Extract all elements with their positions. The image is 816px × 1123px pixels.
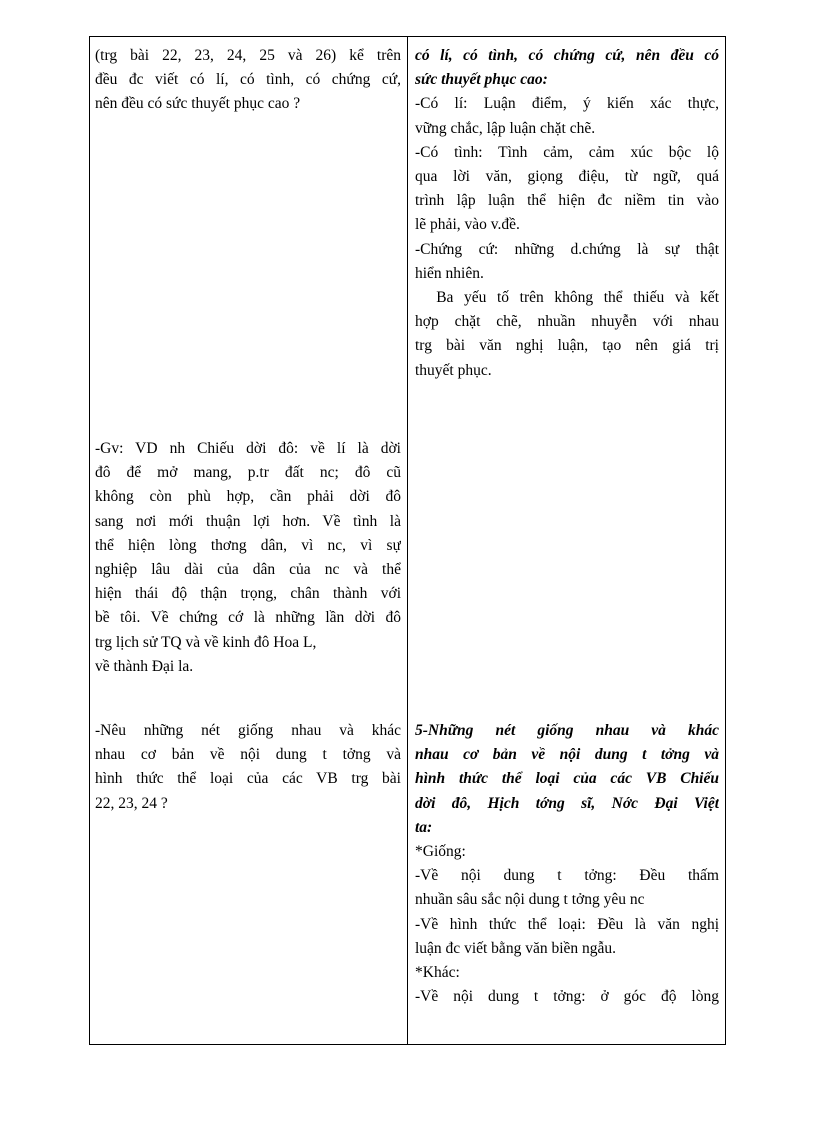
text-line: -Có lí: Luận điểm, ý kiến xác thực, [415, 95, 719, 113]
text-line: lẽ phải, vào v.đề. [415, 216, 520, 234]
text-line: vững chắc, lập luận chặt chẽ. [415, 119, 596, 137]
text-line: (trg bài 22, 23, 24, 25 và 26) kể trên [95, 47, 401, 64]
left-paragraph-question-1 [95, 44, 401, 117]
text-line: -Về nội dung t tởng: ở góc độ lòng [415, 988, 719, 1006]
content-table [89, 36, 726, 1045]
text-line: luận đc viết bằng văn biền ngẫu. [415, 939, 617, 957]
text-line: bề tôi. Về chứng cớ là những lần dời đô [95, 609, 401, 627]
text-line: nhau cơ bản về nội dung t tởng và [95, 746, 401, 764]
text-line: -Nêu những nét giống nhau và khác [95, 722, 401, 739]
text-line: *Giống: [415, 843, 466, 861]
text-line: hiện thái độ thận trọng, chân thành với [95, 585, 401, 603]
heading-line: nhau cơ bản về nội dung t tởng và [415, 746, 719, 764]
heading-line: ta: [415, 818, 433, 836]
column-divider [407, 37, 408, 1044]
text-line: -Gv: VD nh Chiếu dời đô: về lí là dời [95, 440, 401, 457]
heading-line: dời đô, Hịch tớng sĩ, Nớc Đại Việt [415, 794, 719, 812]
left-paragraph-example [95, 437, 401, 679]
heading-line: sức thuyết phục cao: [415, 71, 548, 89]
text-line: trình lập luận thể hiện đc niềm tin vào [415, 192, 719, 210]
text-line: về thành Đại la. [95, 657, 194, 675]
text-line: 22, 23, 24 ? [95, 794, 168, 812]
text-line: không còn phù hợp, cần phải dời đô [95, 488, 401, 506]
text-line: sang nơi mới thuận lợi hơn. Về tình là [95, 512, 401, 530]
text-line: đô để mở mang, p.tr đất nc; đô cũ [95, 464, 401, 482]
text-line: Ba yếu tố trên không thể thiếu và kết [415, 289, 719, 307]
text-line: *Khác: [415, 964, 460, 982]
right-paragraph-answer-4 [415, 44, 719, 383]
heading-line: hình thức thể loại của các VB Chiếu [415, 770, 719, 788]
heading-line: 5-Những nét giống nhau và khác [415, 722, 719, 739]
text-line: thể hiện lòng thơng dân, vì nc, vì sự [95, 536, 401, 554]
text-line: hiển nhiên. [415, 264, 484, 282]
text-line: -Về hình thức thể loại: Đều là văn nghị [415, 915, 719, 933]
text-line: -Chứng cứ: những d.chứng là sự thật [415, 240, 719, 258]
text-line: trg lịch sử TQ và về kinh đô Hoa L, [95, 633, 317, 651]
text-line: nhuần sâu sắc nội dung t tởng yêu nc [415, 891, 645, 909]
text-line: hợp chặt chẽ, nhuần nhuyễn với nhau [415, 313, 719, 331]
text-line: qua lời văn, giọng điệu, từ ngữ, quá [415, 168, 719, 186]
text-line: đều đc viết có lí, có tình, có chứng cứ, [95, 71, 401, 89]
text-line: -Có tình: Tình cảm, cảm xúc bộc lộ [415, 143, 719, 161]
heading-line: có lí, có tình, có chứng cứ, nên đều có [415, 47, 719, 64]
left-paragraph-question-2 [95, 719, 401, 816]
right-paragraph-answer-5 [415, 719, 719, 1009]
text-line: thuyết phục. [415, 361, 492, 379]
text-line: trg bài văn nghị luận, tạo nên giá trị [415, 337, 719, 355]
text-line: nghiệp lâu dài của dân của nc và thể [95, 561, 401, 579]
text-line: hình thức thể loại của các VB trg bài [95, 770, 401, 788]
text-line: nên đều có sức thuyết phục cao ? [95, 95, 301, 113]
text-line: -Về nội dung t tởng: Đều thấm [415, 867, 719, 885]
